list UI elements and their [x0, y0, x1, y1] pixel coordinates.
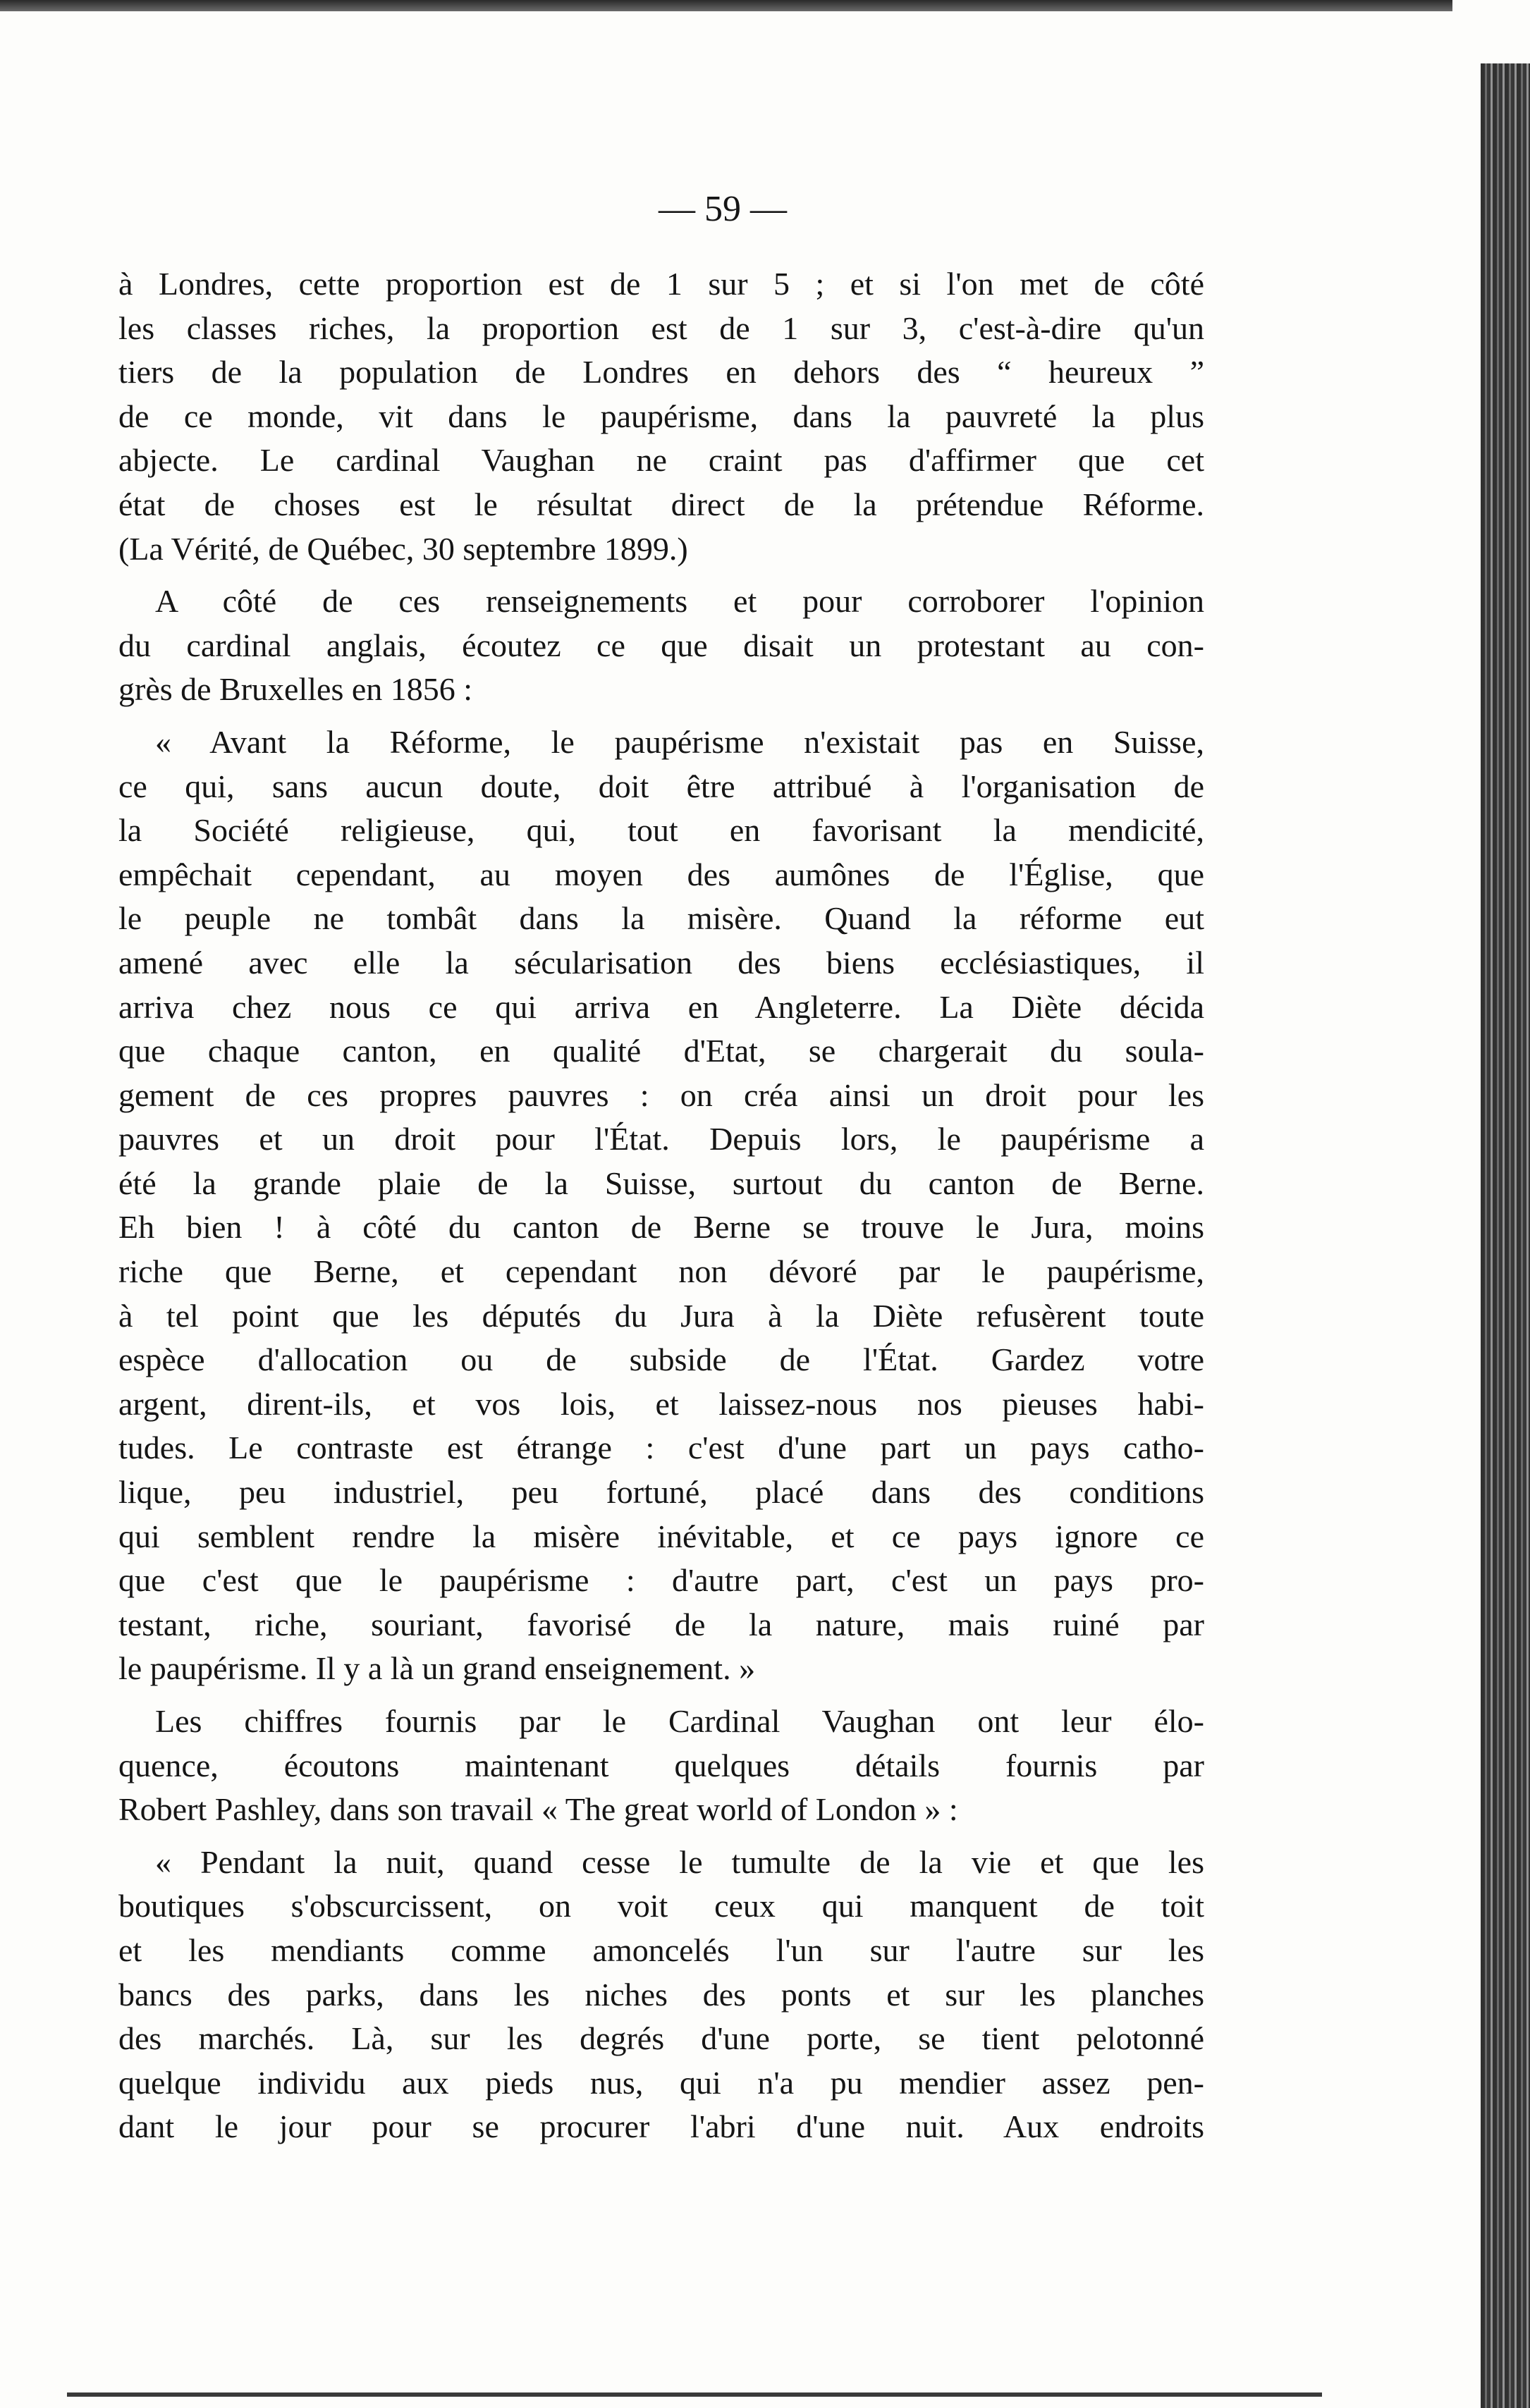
paragraph — [118, 579, 1204, 712]
text-line: arriva chez nous ce qui arriva en Angleterre. La Diète décida — [118, 988, 1204, 1025]
text-line: A côté de ces renseignements et pour corroborer l'opinion — [155, 583, 1204, 620]
text-line: testant, riche, souriant, favorisé de la nature, mais ruiné par — [118, 1606, 1204, 1642]
text-line: quence, écoutons maintenant quelques détails fournis par — [118, 1747, 1204, 1783]
paragraph — [118, 262, 1204, 571]
text-line: riche que Berne, et cependant non dévoré par le paupérisme, — [118, 1253, 1204, 1290]
text-line: argent, dirent-ils, et vos lois, et laissez-nous nos pieuses habi- — [118, 1385, 1204, 1422]
text-line: « Avant la Réforme, le paupérisme n'existait pas en Suisse, — [155, 723, 1204, 760]
paragraph — [118, 720, 1204, 1691]
text-line: empêchait cependant, au moyen des aumônes de l'Église, que — [118, 856, 1204, 892]
text-line: gement de ces propres pauvres : on créa ainsi un droit pour les — [118, 1076, 1204, 1113]
text-line: les classes riches, la proportion est de 1 sur 3, c'est-à-dire qu'un — [118, 309, 1204, 346]
scan-bottom-border — [67, 2392, 1322, 2397]
text-line: et les mendiants comme amoncelés l'un sur l'autre sur les — [118, 1931, 1204, 1968]
text-line: qui semblent rendre la misère inévitable, et ce pays ignore ce — [118, 1518, 1204, 1554]
page-number: — 59 — — [659, 189, 787, 229]
text-line: le paupérisme. Il y a là un grand enseignement. » — [118, 1650, 756, 1687]
text-line: espèce d'allocation ou de subside de l'État. Gardez votre — [118, 1341, 1204, 1378]
text-line: amené avec elle la sécularisation des biens ecclésiastiques, il — [118, 944, 1204, 981]
text-line: le peuple ne tombât dans la misère. Quand la réforme eut — [118, 900, 1204, 937]
text-line: état de choses est le résultat direct de la prétendue Réforme. — [118, 486, 1204, 522]
text-line: que chaque canton, en qualité d'Etat, se chargerait du soula- — [118, 1033, 1204, 1069]
text-line: Robert Pashley, dans son travail « The great world of London » : — [118, 1791, 958, 1828]
paragraph — [118, 1841, 1204, 2149]
text-line: des marchés. Là, sur les degrés d'une porte, se tient pelotonné — [118, 2020, 1204, 2057]
text-line: du cardinal anglais, écoutez ce que disait un protestant au con- — [118, 627, 1204, 663]
text-line: boutiques s'obscurcissent, on voit ceux qui manquent de toit — [118, 1888, 1204, 1924]
text-line: abjecte. Le cardinal Vaughan ne craint pas d'affirmer que cet — [118, 442, 1204, 479]
body-text — [118, 262, 1204, 2149]
text-line: bancs des parks, dans les niches des ponts et sur les planches — [118, 1976, 1204, 2013]
text-line: tudes. Le contraste est étrange : c'est d'une part un pays catho- — [118, 1430, 1204, 1466]
text-line: été la grande plaie de la Suisse, surtout du canton de Berne. — [118, 1165, 1204, 1201]
text-line: Les chiffres fournis par le Cardinal Vaughan ont leur élo- — [155, 1703, 1204, 1739]
paragraph-gap — [118, 571, 1204, 579]
text-line: de ce monde, vit dans le paupérisme, dans la pauvreté la plus — [118, 398, 1204, 434]
paragraph-gap — [118, 1832, 1204, 1841]
text-line: lique, peu industriel, peu fortuné, placé dans des conditions — [118, 1474, 1204, 1511]
text-line: la Société religieuse, qui, tout en favorisant la mendicité, — [118, 812, 1204, 849]
text-line: grès de Bruxelles en 1856 : — [118, 671, 473, 708]
text-line: Eh bien ! à côté du canton de Berne se trouve le Jura, moins — [118, 1209, 1204, 1246]
text-line: ce qui, sans aucun doute, doit être attribué à l'organisation de — [118, 768, 1204, 804]
text-line: (La Vérité, de Québec, 30 septembre 1899.) — [118, 530, 688, 567]
scan-top-border — [0, 0, 1452, 11]
paragraph-gap — [118, 712, 1204, 720]
text-line: que c'est que le paupérisme : d'autre part, c'est un pays pro- — [118, 1562, 1204, 1599]
paragraph — [118, 1700, 1204, 1832]
text-line: tiers de la population de Londres en dehors des “ heureux ” — [118, 354, 1204, 391]
scan-page-edge — [1481, 63, 1530, 2408]
text-line: à tel point que les députés du Jura à la Diète refusèrent toute — [118, 1297, 1204, 1334]
text-line: pauvres et un droit pour l'État. Depuis lors, le paupérisme a — [118, 1121, 1204, 1157]
text-line: dant le jour pour se procurer l'abri d'une nuit. Aux endroits — [118, 2108, 1204, 2145]
paragraph-gap — [118, 1691, 1204, 1700]
text-line: à Londres, cette proportion est de 1 sur 5 ; et si l'on met de côté — [118, 266, 1204, 302]
text-line: « Pendant la nuit, quand cesse le tumulte de la vie et que les — [155, 1843, 1204, 1880]
text-line: quelque individu aux pieds nus, qui n'a pu mendier assez pen- — [118, 2064, 1204, 2101]
